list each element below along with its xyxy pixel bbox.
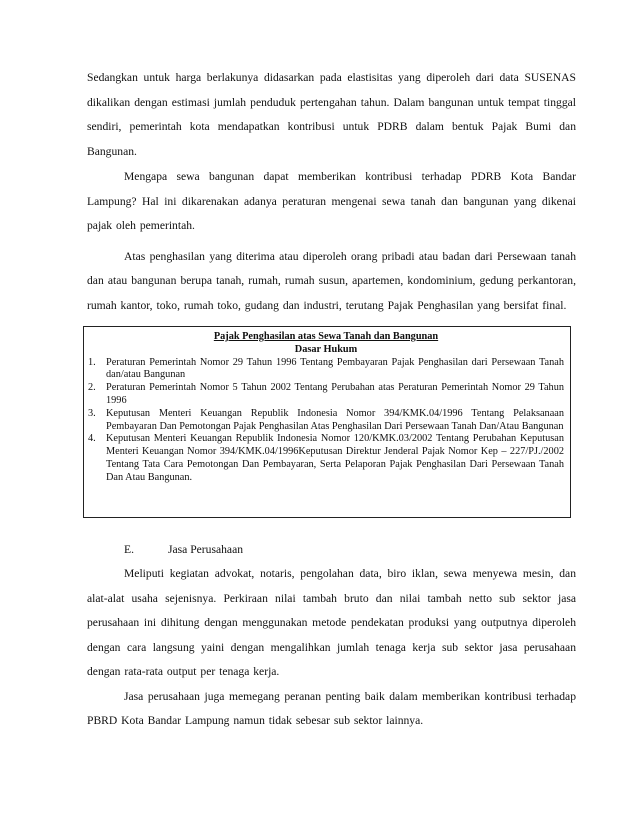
paragraph-susenas: Sedangkan untuk harga berlakunya didasarkan pada elastisitas yang diperoleh dari data SUSENAS dikalikan dengan estimasi jumlah penduduk pertengahan tahun. Dalam bangunan untuk tempat tinggal sendiri, pemerintah kota mendapatkan kontribusi untuk PDRB dalam bentuk Pajak Bumi dan Bangunan. bbox=[87, 71, 576, 158]
box-subtitle: Dasar Hukum bbox=[294, 343, 358, 355]
list-number: 1. bbox=[88, 356, 96, 368]
paragraph-jasa-peranan: Jasa perusahaan juga memegang peranan penting baik dalam memberikan kontribusi terhadap PBRD Kota Bandar Lampung namun tidak sebesar sub sektor lainnya. bbox=[87, 689, 576, 727]
list-text: Peraturan Pemerintah Nomor 5 Tahun 2002 Tentang Perubahan atas Peraturan Pemerintah Nomor 29 Tahun 1996 bbox=[106, 382, 564, 406]
box-title: Pajak Penghasilan atas Sewa Tanah dan Bangunan bbox=[213, 331, 439, 342]
bottom-text-block bbox=[87, 562, 576, 734]
list-number: 2. bbox=[88, 382, 96, 394]
list-item bbox=[88, 357, 564, 383]
section-letter: E. bbox=[124, 543, 134, 556]
section-heading bbox=[124, 538, 243, 563]
section-title: Jasa Perusahaan bbox=[168, 543, 244, 556]
list-item bbox=[88, 433, 564, 484]
list-text: Keputusan Menteri Keuangan Republik Indonesia Nomor 394/KMK.04/1996 Tentang Pelaksanaan Pembayaran Dan Pemotongan Pajak Penghasilan Atas Penghasilan Dari Persewaan Tanah Dan/Atau Bangunan bbox=[106, 407, 564, 432]
list-text: Peraturan Pemerintah Nomor 29 Tahun 1996 Tentang Pembayaran Pajak Penghasilan dari Persewaan Tanah dan/atau Bangunan bbox=[106, 356, 564, 381]
paragraph-sewa-bangunan: Mengapa sewa bangunan dapat memberikan kontribusi terhadap PDRB Kota Bandar Lampung? Hal ini dikarenakan adanya peraturan mengenai sewa tanah dan bangunan yang dikenai pajak oleh pemerintah. bbox=[87, 170, 576, 232]
list-item bbox=[88, 408, 564, 434]
top-text-block bbox=[87, 66, 576, 318]
paragraph-penghasilan: Atas penghasilan yang diterima atau diperoleh orang pribadi atau badan dari Persewaan tanah dan atau bangunan berupa tanah, rumah, rumah susun, apartemen, kondominium, gedung perkantoran, rumah kantor, toko, rumah toko, gudang dan industri, terutang Pajak Penghasilan yang bersifat final. bbox=[87, 249, 576, 312]
paragraph-jasa-kegiatan: Meliputi kegiatan advokat, notaris, pengolahan data, biro iklan, sewa menyewa mesin, dan alat-alat usaha sejenisnya. Perkiraan nilai tambah bruto dan nilai tambah netto sub sektor jasa perusahaan ini dihitung dengan menggunakan metode pendekatan produksi yang outputnya diperoleh dengan cara langsung yaini dengan mengalihkan jumlah tenaga kerja sub sektor jasa perusahaan dengan rata-rata output per tenaga kerja. bbox=[87, 567, 576, 678]
list-text: Keputusan Menteri Keuangan Republik Indonesia Nomor 120/KMK.03/2002 Tentang Perubahan Keputusan Menteri Keuangan Nomor 394/KMK.04/1996Keputusan Direktur Jenderal Pajak Nomor Kep – 227/PJ./2002 Tentang Tata Cara Pemotongan Dan Pembayaran, Serta Pelaporan Pajak Penghasilan Dari Persewaan Tanah Dan Atau Bangunan. bbox=[106, 433, 564, 483]
legal-basis-box bbox=[83, 326, 571, 518]
list-number: 3. bbox=[88, 407, 96, 419]
legal-list bbox=[88, 357, 564, 485]
list-number: 4. bbox=[88, 433, 96, 445]
list-item bbox=[88, 382, 564, 408]
